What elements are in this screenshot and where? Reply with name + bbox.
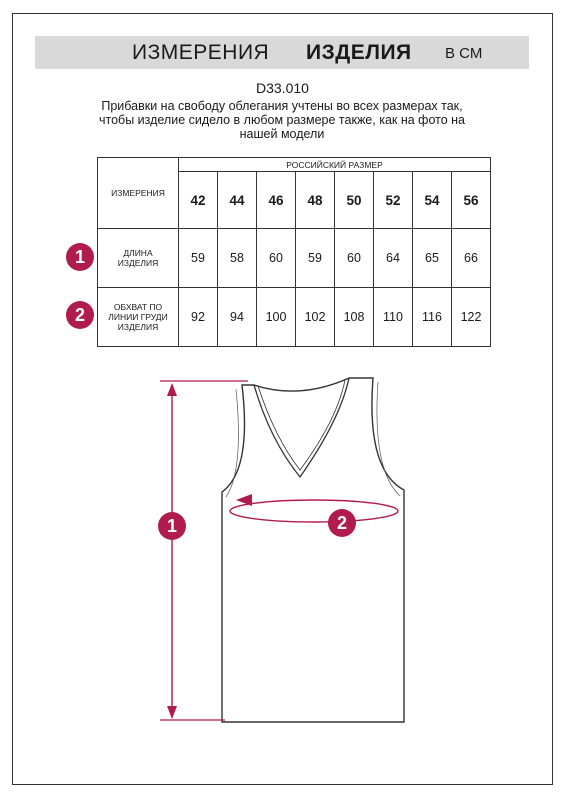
arrow-head-down <box>167 706 177 719</box>
tank-top-outline <box>222 378 404 722</box>
diagram-marker-2-badge: 2 <box>328 509 356 537</box>
size-cell: 52 <box>374 172 413 229</box>
value-cell: 58 <box>218 229 257 288</box>
row-label-line: ОБХВАТ ПО <box>113 302 163 312</box>
value-cell: 94 <box>218 288 257 347</box>
value-cell: 65 <box>413 229 452 288</box>
value-cell: 110 <box>374 288 413 347</box>
value-cell: 116 <box>413 288 452 347</box>
size-cell: 44 <box>218 172 257 229</box>
title-regular: ИЗМЕРЕНИЯ <box>132 41 270 64</box>
marker-2-badge: 2 <box>66 301 94 329</box>
marker-1-badge: 1 <box>66 243 94 271</box>
value-cell: 102 <box>296 288 335 347</box>
row-label-line: ИЗДЕЛИЯ <box>117 322 159 332</box>
title-bold: ИЗДЕЛИЯ <box>306 41 412 64</box>
value-cell: 122 <box>452 288 491 347</box>
fit-note: Прибавки на свободу облегания учтены во всех размерах так, чтобы изделие сидело в любом размере также, как на фото на нашей модели <box>99 99 465 141</box>
value-cell: 100 <box>257 288 296 347</box>
row-label-line: ДЛИНА <box>123 248 153 258</box>
size-cell: 46 <box>257 172 296 229</box>
diagram-marker-1-badge: 1 <box>158 512 186 540</box>
v-neck-line <box>254 378 349 477</box>
size-cell: 42 <box>179 172 218 229</box>
product-code: D33.010 <box>256 80 309 96</box>
value-cell: 59 <box>179 229 218 288</box>
size-cell: 56 <box>452 172 491 229</box>
row-label-line: ИЗДЕЛИЯ <box>117 258 159 268</box>
armhole-stitch <box>377 382 400 496</box>
title-unit: В СМ <box>445 45 483 62</box>
arrow-head-up <box>167 383 177 396</box>
chest-ellipse <box>230 500 398 522</box>
measure-header: ИЗМЕРЕНИЯ <box>98 158 179 229</box>
size-cell: 54 <box>413 172 452 229</box>
value-cell: 59 <box>296 229 335 288</box>
value-cell: 92 <box>179 288 218 347</box>
value-cell: 108 <box>335 288 374 347</box>
size-header: РОССИЙСКИЙ РАЗМЕР <box>179 158 491 172</box>
value-cell: 64 <box>374 229 413 288</box>
value-cell: 60 <box>335 229 374 288</box>
size-cell: 48 <box>296 172 335 229</box>
size-cell: 50 <box>335 172 374 229</box>
value-cell: 60 <box>257 229 296 288</box>
row-label-line: ЛИНИИ ГРУДИ <box>108 312 168 322</box>
value-cell: 66 <box>452 229 491 288</box>
